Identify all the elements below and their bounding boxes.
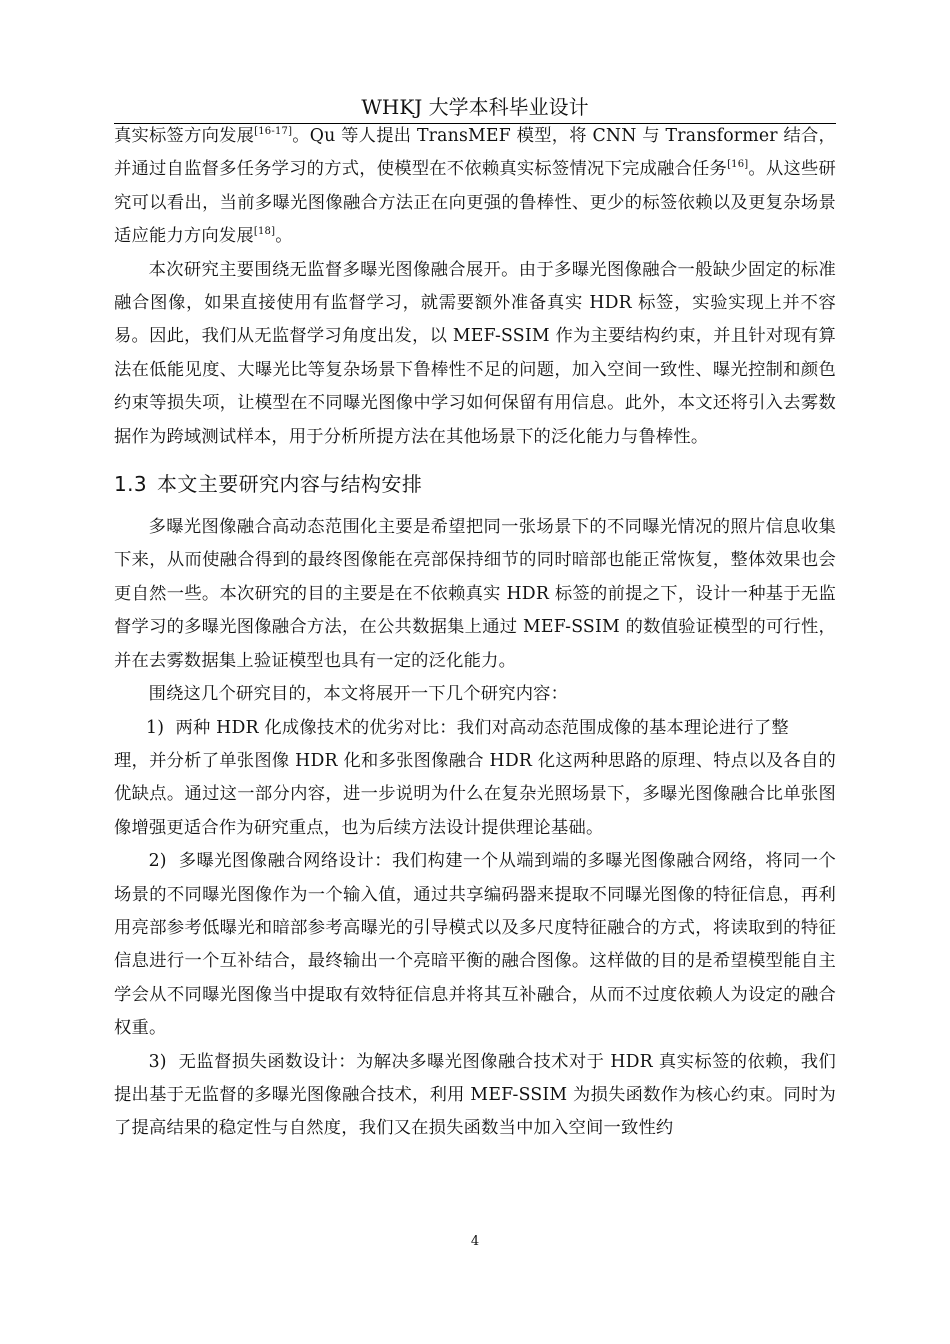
paragraph-1-text-b: 。Qu 等人提出 TransMEF 模型，将 CNN 与 Transformer 结合，并通过自监督多任务学习的方式，使模型在不依赖真实标签情况下完成融合任务 — [114, 126, 836, 180]
list-item-3 — [114, 1046, 836, 1146]
list-item-1-text: 两种 HDR 化成像技术的优劣对比：我们对高动态范围成像的基本理论进行了整 — [175, 717, 789, 738]
list-item-1-rest: 理，并分析了单张图像 HDR 化和多张图像融合 HDR 化这两种思路的原理、特点以及各自的优缺点。通过这一部分内容，进一步说明为什么在复杂光照场景下，多曝光图像融合比单张图像增强更适合作为研究重点，也为后续方法设计提供理论基础。 — [114, 750, 836, 838]
page-body — [114, 120, 836, 1146]
page-header: WHKJ 大学本科毕业设计 — [361, 95, 589, 119]
list-item-2-text: 多曝光图像融合网络设计：我们构建一个从端到端的多曝光图像融合网络，将同一个场景的不同曝光图像作为一个输入值，通过共享编码器来提取不同曝光图像的特征信息，再利用亮部参考低曝光和暗部参考高曝光的引导模式以及多尺度特征融合的方式，将读取到的特征信息进行一个互补结合，最终输出一个亮暗平衡的融合图像。这样做的目的是希望模型能自主学会从不同曝光图像当中提取有效特征信息并将其互补融合，从而不过度依赖人为设定的融合权重。 — [114, 851, 836, 1039]
list-marker: 1) — [146, 717, 165, 738]
paragraph-4: 围绕这几个研究目的，本文将展开一下几个研究内容： — [148, 684, 569, 705]
citation: [16-17] — [254, 126, 293, 137]
paragraph-3: 多曝光图像融合高动态范围化主要是希望把同一张场景下的不同曝光情况的照片信息收集下来，从而使融合得到的最终图像能在亮部保持细节的同时暗部也能正常恢复，整体效果也会更自然一些。本次研究的目的主要是在不依赖真实 HDR 标签的前提之下，设计一种基于无监督学习的多曝光图像融合方法，在公共数据集上通过 MEF-SSIM 的数值验证模型的可行性，并在去雾数据集上验证模型也具有一定的泛化能力。 — [114, 517, 836, 671]
list-item-3-text: 无监督损失函数设计：为解决多曝光图像融合技术对于 HDR 真实标签的依赖，我们提出基于无监督的多曝光图像融合技术，利用 MEF-SSIM 为损失函数作为核心约束。同时为了提高结果的稳定性与自然度，我们又在损失函数当中加入空间一致性约 — [114, 1051, 836, 1139]
page-number: 4 — [470, 1234, 480, 1249]
paragraph-1-text-c: 。从这些研究可以看出，当前多曝光图像融合方法正在向更强的鲁棒性、更少的标签依赖以及更复杂场景适应能力方向发展 — [114, 159, 836, 247]
paragraph-1-text-d: 。 — [275, 226, 293, 247]
list-item-1-first — [114, 712, 836, 745]
section-heading — [114, 466, 836, 502]
paragraph-1-text-a: 真实标签方向发展 — [114, 126, 255, 146]
paragraph-1 — [114, 120, 836, 254]
list-marker: 2) — [148, 851, 167, 872]
citation: [16] — [727, 159, 749, 171]
paragraph-2: 本次研究主要围绕无监督多曝光图像融合展开。由于多曝光图像融合一般缺少固定的标准融合图像，如果直接使用有监督学习，就需要额外准备真实 HDR 标签，实验实现上并不容易。因此，我们从无监督学习角度出发，以 MEF-SSIM 作为主要结构约束，并且针对现有算法在低能见度、大曝光比等复杂场景下鲁棒性不足的问题，加入空间一致性、曝光控制和颜色约束等损失项，让模型在不同曝光图像中学习如何保留有用信息。此外，本文还将引入去雾数据作为跨域测试样本，用于分析所提方法在其他场景下的泛化能力与鲁棒性。 — [114, 259, 836, 447]
section-title: 本文主要研究内容与结构安排 — [157, 472, 423, 497]
list-item-2 — [114, 845, 836, 1045]
list-marker: 3) — [148, 1051, 167, 1072]
citation: [18] — [253, 226, 276, 238]
section-number: 1.3 — [114, 472, 148, 497]
